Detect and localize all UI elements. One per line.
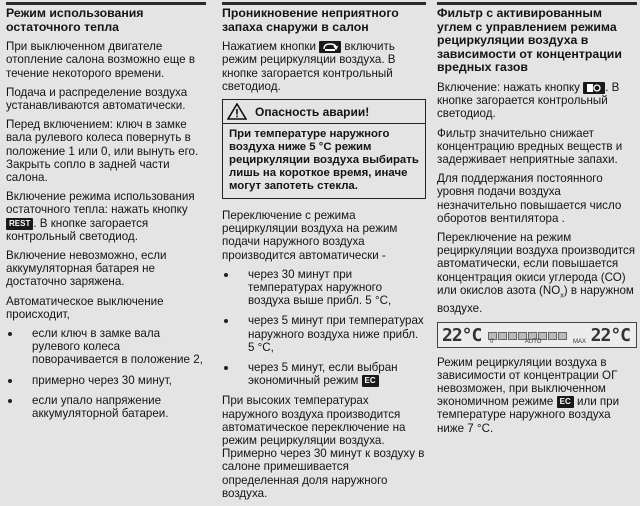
paragraph: Подача и распределение воздуха устанавливаются автоматически. — [6, 85, 188, 112]
scale-label-zero: 0 — [490, 338, 494, 345]
section-title: Проникновение неприятного запаха снаружи в салон — [222, 6, 399, 34]
recirculation-key-icon — [319, 41, 341, 53]
paragraph: Перед включением: ключ в замке вала рулевого колеса повернуть в положение 1 или 0, или вынуть его. Закрыть сопло в задней части салона. — [6, 118, 199, 185]
paragraph: При выключенном двигателе отопление салона возможно еще в течение некоторого времени. — [6, 40, 195, 80]
column-carbon-filter — [437, 2, 637, 441]
column-residual-heat — [6, 2, 206, 427]
paragraph: Включение режима использования остаточного тепла: нажать кнопку REST . В кнопке загорается контрольный светодиод. — [6, 190, 195, 243]
section-rule — [6, 2, 206, 5]
paragraph: Переключение на режим рециркуляции воздуха производится автоматически, если повышается концентрация окиси углерода (СО) или окислов азота $(NO_x)$ в наружном воздухе. — [437, 231, 636, 316]
paragraph: Фильтр значительно снижает концентрацию вредных веществ и задерживает неприятные запахи. — [437, 126, 623, 166]
paragraph: Нажатием кнопки включить режим рециркуляции воздуха. В кнопке загорается контрольный светодиод. — [222, 40, 396, 93]
paragraph: Переключение с режима рециркуляции воздуха на режим подачи наружного воздуха производится автоматически - — [222, 209, 398, 262]
column-odor — [222, 2, 426, 506]
paragraph: Включение невозможно, если аккумуляторная батарея не достаточно заряжена. — [6, 249, 167, 289]
scale-label-auto: AUTO — [524, 338, 542, 345]
ec-key-icon: EC — [362, 375, 379, 387]
bullet-list — [6, 327, 206, 420]
paragraph: Режим рециркуляции воздуха в зависимости от концентрации ОГ невозможен, при выключенном экономичном режиме EC или при температуре наружного воздуха ниже 7 °С. — [437, 355, 620, 435]
warning-box — [222, 99, 426, 199]
warning-text: При температуре наружного воздуха ниже 5 °С режим рециркуляции воздуха выбирать лишь на короткое время, иначе могут запотеть стекла. — [229, 128, 419, 192]
list-item: если упало напряжение аккумуляторной батареи. — [6, 394, 206, 420]
paragraph: Для поддержания постоянного уровня подачи воздуха незначительно повышается число оборотов вентилятора . — [437, 172, 622, 225]
display-right-temp: 22°C — [590, 324, 630, 346]
climate-display — [437, 322, 637, 348]
paragraph: Включение: нажать кнопку . В кнопке загорается контрольный светодиод. — [437, 80, 620, 121]
section-title: Фильтр с активированным углем с управлением режима рециркуляции воздуха в зависимости от концентрации вредных газов — [437, 6, 622, 75]
list-item: через 5 минут, если выбран экономичный режим EC — [222, 361, 426, 387]
paragraph: Автоматическое выключение происходит, — [6, 294, 164, 321]
section-rule — [222, 2, 426, 5]
rest-key-icon: REST — [6, 218, 33, 230]
filter-key-icon — [583, 82, 605, 94]
warning-triangle-icon — [227, 103, 247, 120]
section-rule — [437, 2, 637, 5]
list-item: через 5 минут при температурах наружного воздуха ниже прибл. 5 °С, — [222, 314, 426, 354]
bullet-list — [222, 268, 426, 388]
warning-title: Опасность аварии! — [255, 104, 370, 119]
list-item: через 30 минут при температурах наружного воздуха выше прибл. 5 °С, — [222, 268, 426, 308]
scale-label-max: MAX — [572, 338, 586, 345]
fan-scale — [488, 327, 588, 337]
ec-key-icon: EC — [557, 396, 574, 408]
paragraph: При высоких температурах наружного воздуха производится автоматическое переключение на режим рециркуляции воздуха. Примерно через 30 минут к воздуху в салоне примешивается определенная доля наружного воздуха. — [222, 394, 425, 500]
list-item: если ключ в замке вала рулевого колеса поворачивается в положение 2, — [6, 327, 206, 367]
list-item: примерно через 30 минут, — [6, 374, 206, 387]
section-title: Режим использования остаточного тепла — [6, 6, 144, 34]
display-left-temp: 22°C — [442, 324, 482, 346]
